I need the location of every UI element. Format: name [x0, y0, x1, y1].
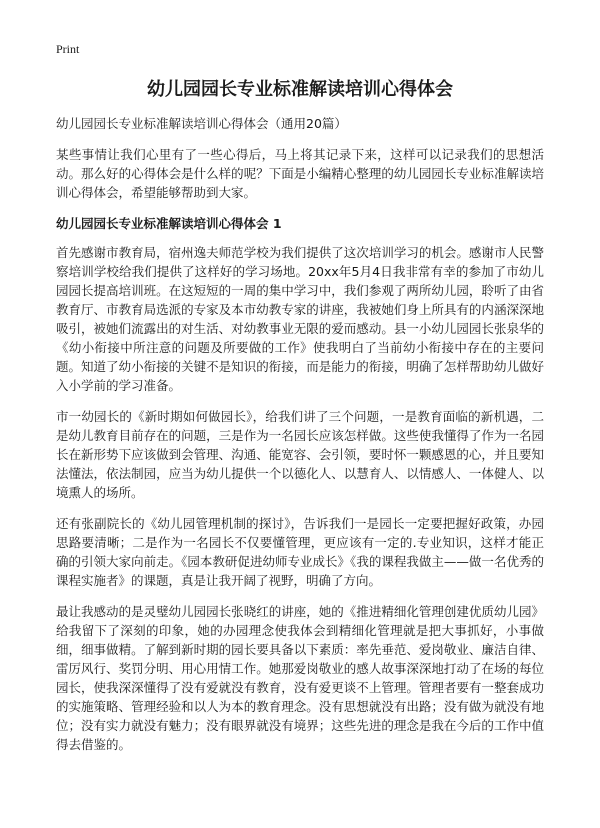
body-paragraph-2: 市一幼园长的《新时期如何做园长》，给我们讲了三个问题，一是教育面临的新机遇，二是幼儿教育目前存在的问题，三是作为一名园长应该怎样做。这些使我懂得了作为一名园长在新形势下应该做到会管理、沟通、能宽容、会引领，要时怀一颗感恩的心，并且要知法懂法，依法制园，应当为幼儿提供一个以德化人、以慧育人、以情感人、一体健人、以境熏人的场所。: [56, 409, 544, 500]
body-paragraph-3: 还有张副院长的《幼儿园管理机制的探讨》，告诉我们一是园长一定要把握好政策，办园思路要清晰；二是作为一名园长不仅要懂管理，更应该有一定的.专业知识，这样才能正确的引领大家向前走。《园本教研促进幼师专业成长》《我的课程我做主——做一名优秀的课程实施者》的课题，真是让我开阔了视野，明确了方向。: [56, 516, 544, 588]
intro-paragraph: 某些事情让我们心里有了一些心得后，马上将其记录下来，这样可以记录我们的思想活动。那么好的心得体会是什么样的呢？下面是小编精心整理的幼儿园园长专业标准解读培训心得体会，希望能够帮助到大家。: [56, 147, 544, 200]
print-label[interactable]: Print: [56, 42, 80, 56]
section-heading: 幼儿园园长专业标准解读培训心得体会 1: [56, 216, 282, 231]
document-subtitle: 幼儿园园长专业标准解读培训心得体会（通用20篇）: [56, 116, 347, 131]
page-title: 幼儿园园长专业标准解读培训心得体会: [147, 79, 453, 100]
body-paragraph-4: 最让我感动的是灵璧幼儿园园长张晓红的讲座，她的《推进精细化管理创建优质幼儿园》给我留下了深刻的印象，她的办园理念使我体会到精细化管理就是把大事抓好，小事做细，细事做精。了解到新时期的园长要具备以下素质：率先垂范、爱岗敬业、廉洁自律、雷厉风行、奖罚分明、用心用情工作。她那爱岗敬业的感人故事深深地打动了在场的每位园长，使我深深懂得了没有爱就没有教育，没有爱更谈不上管理。管理者要有一整套成功的实施策略、管理经验和以人为本的教育理念。没有思想就没有出路；没有做为就没有地位；没有实力就没有魅力；没有眼界就没有境界；这些先进的理念是我在今后的工作中值得去借鉴的。: [56, 604, 544, 752]
body-paragraph-1: 首先感谢市教育局，宿州逸夫师范学校为我们提供了这次培训学习的机会。感谢市人民警察培训学校给我们提供了这样好的学习场地。20xx年5月4日我非常有幸的参加了市幼儿园园长提高培训班。在这短短的一周的集中学习中，我们参观了两所幼儿园，聆听了由省教育厅、市教育局选派的专家及本市幼教专家的讲座，我被她们身上所具有的内涵深深地吸引，被她们流露出的对生活、对幼教事业无限的爱而感动。县一小幼儿园园长张泉华的《幼小衔接中所注意的问题及所要做的工作》使我明白了当前幼小衔接中存在的主要问题。知道了幼小衔接的关键不是知识的衔接，而是能力的衔接，明确了怎样帮助幼儿做好入小学前的学习准备。: [56, 245, 544, 393]
